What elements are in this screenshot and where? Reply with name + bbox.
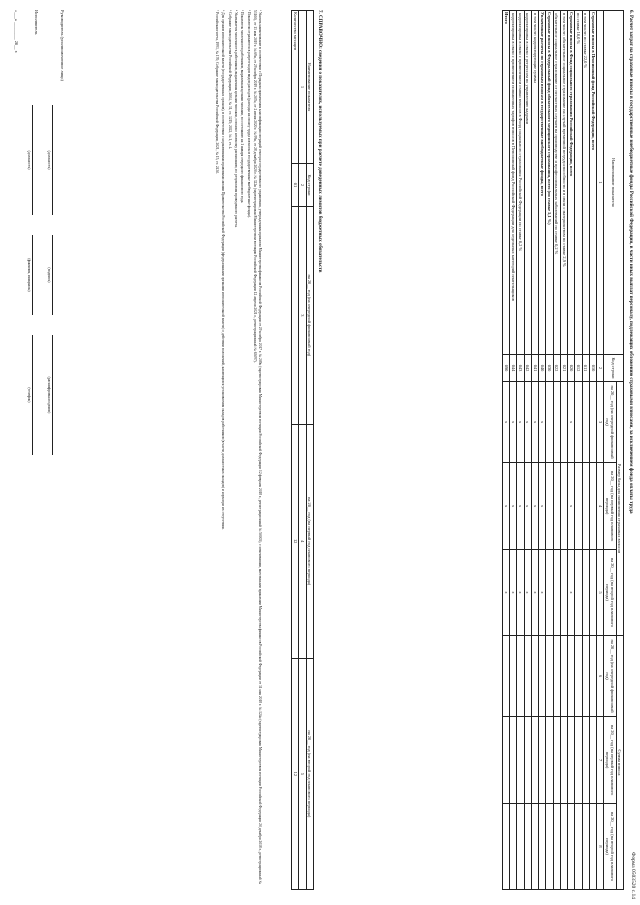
table-row [524, 11, 531, 890]
footnote: ¹ Указать наименование в соответствии с Порядком применения классификации операций сектора государственного управления, утвержденным приказом Министерства финансов Российской Федерации от 29 ноября 2017 г. № 209н (зарегистрирован Министерством юстиции Российской Федерации 12 февраля 2018 г., регистрационный № 50003), с изменениями, внесенными приказами Министерства финансов Российской Федерации от 31 мая 2018 г. № 124н (зарегистрирован Министерством юстиции Российской Федерации 20 декабря 2018 г., регистрационный № 53100), от 13 мая 2019 г. № 69н, от 29 ноября 2019 г. № 207н, от 2 июня 2020 г. № 99н, от 28 декабря 2020 г. № 322н (зарегистрирован Министерством юстиции Российской Федерации 12 апреля 2021 г., регистрационный № 63097). [253, 10, 262, 884]
row-value [589, 463, 596, 550]
row-value: х [568, 463, 575, 550]
row-value [582, 382, 589, 463]
row-value [553, 804, 560, 890]
row-value [539, 804, 546, 890]
head-decoding-line [52, 335, 53, 455]
row-value: х [568, 550, 575, 636]
row-code: 010 [589, 355, 596, 382]
row-code: 012 [575, 355, 582, 382]
form-code: Форма 0503520 с.14 [630, 852, 636, 899]
row-value [582, 804, 589, 890]
row-value: х [517, 463, 524, 550]
row-value [568, 717, 575, 804]
header-col: на 20__ год (на первый год планового периода) [604, 463, 616, 550]
row-value [539, 635, 546, 716]
section6-body [502, 11, 596, 890]
table-row [560, 11, 567, 890]
row-value [582, 635, 589, 716]
row-value [575, 382, 582, 463]
row-name: корректировка в связи с применением ставки взносов в Фонд социального страхования Российской Федерации по ставке 0,2 % [517, 11, 524, 355]
row-name: Итого [502, 11, 509, 355]
row-value: х [531, 463, 538, 550]
column-number: 2 [597, 355, 604, 382]
table-row [539, 11, 546, 890]
row-value [510, 635, 517, 716]
table-row [575, 11, 582, 890]
row-value [568, 635, 575, 716]
row-code: 022 [553, 355, 560, 382]
caption-phone: (телефон) [27, 387, 31, 403]
footnote: ⁴ Указывается численность работников, выраженная целыми числами, согласно штатному расписанию, по результатам проведенного расчета. [234, 10, 239, 228]
head-signature-line [52, 235, 53, 315]
column-number: 5 [299, 658, 306, 889]
row-value [546, 635, 553, 716]
row-name: обязательное социальное страхование от несчастных случаев на производстве и профессиональных заболеваний по ставке 0,2 % [553, 11, 560, 355]
column-number: 4 [299, 424, 306, 658]
table-row [582, 11, 589, 890]
executor-fio-line [32, 235, 33, 315]
row-value [546, 717, 553, 804]
footnote: ³ Показатель численности работников, выраженная целыми числами, по состоянию на 1 января очередного финансового года. [240, 10, 245, 204]
row-value [531, 635, 538, 716]
section6-title: 6. Расчет затрат на страховые взносы в государственные внебюджетные фонды Российской Федерации, в части иных выплат персоналу, подлежащих обложению страховыми взносами, за исключением фонда оплаты труда [628, 10, 633, 514]
header-name: Наименование показателя [306, 11, 313, 164]
caption-signature: (подпись) [47, 267, 51, 283]
row-value [510, 804, 517, 890]
row-value [589, 717, 596, 804]
row-code: 01 [292, 164, 299, 207]
row-value: х [539, 382, 546, 463]
row-value: х [510, 463, 517, 550]
row-code: 030 [546, 355, 553, 382]
header-col: на 20__ год (на первый год планового периода) [306, 424, 313, 658]
table-row [517, 11, 524, 890]
row-value [560, 382, 567, 463]
header-col: на 20__ год (на второй год планового периода) [604, 550, 616, 636]
row-code: 043 [517, 355, 524, 382]
row-value [546, 550, 553, 636]
row-value [582, 463, 589, 550]
footnote: ⁶ Для органов исполнительной власти (государственных органов), в соответствии с нормативными правовыми актами Правительства Российской Федерации (федеральными органами исполнительной власти) о действии положений, касающихся установления окладов работников (в части должностных окладов) и норм при их отсутствии. [221, 10, 226, 530]
header-code: Код строки [604, 355, 624, 382]
header-name: Наименование показателя [604, 11, 624, 355]
row-name: Страховые взносы в Пенсионный фонд Российской Федерации, всего [589, 11, 596, 355]
section7-table [291, 10, 314, 890]
column-number: 4 [597, 463, 604, 550]
table-row [510, 11, 517, 890]
table-row [568, 11, 575, 890]
row-code: 041 [531, 355, 538, 382]
header-col: на 20__ год (на первый год планового периода) [604, 717, 616, 804]
section7-title: 7. СПРАВОЧНО: сведения о показателях, используемых при расчете доведенных лимитов бюджетных обязательств [317, 10, 322, 273]
header-col: на 20__ год (на второй год планового периода) [306, 658, 313, 889]
row-value [531, 804, 538, 890]
row-code: 020 [568, 355, 575, 382]
row-value [546, 382, 553, 463]
row-name: Страховые взносы в Фонд социального страхования Российской Федерации, всего [568, 11, 575, 355]
row-value [575, 550, 582, 636]
row-value [575, 717, 582, 804]
table-row [531, 11, 538, 890]
column-number: 8 [597, 804, 604, 890]
row-name: Уплаченные расчеты по страховым взносам в государственные внебюджетные фонды, всего [539, 11, 546, 355]
row-value: х [531, 550, 538, 636]
row-value [524, 635, 531, 716]
column-number: 7 [597, 717, 604, 804]
row-value [568, 804, 575, 890]
row-value [524, 804, 531, 890]
caption-decoding: (расшифровка подписи) [47, 376, 51, 414]
row-name: Страховые взносы в Федеральный фонд обязательного медицинского страхования, всего (по ставке 5,1 %) [546, 11, 553, 355]
row-value [560, 717, 567, 804]
row-value: х [524, 550, 531, 636]
row-value [524, 717, 531, 804]
row-name: по ставке 10,0 % [575, 11, 582, 355]
header-code: Код строки [306, 164, 313, 207]
row-value [553, 550, 560, 636]
column-number: 2 [299, 164, 306, 207]
row-value: х [517, 550, 524, 636]
footnotes [213, 10, 262, 890]
row-value [575, 635, 582, 716]
row-value [560, 804, 567, 890]
column-number: 1 [597, 11, 604, 355]
row-value [546, 804, 553, 890]
row-value: х [502, 382, 509, 463]
column-number: 1 [299, 11, 306, 164]
row-value [589, 382, 596, 463]
row-value [517, 717, 524, 804]
footnote: ⁷ Российская газета, 1993, № 170; Собрание законодательства Российской Федерации, 2021, № 15, ст. 2430. [215, 10, 220, 174]
row-value [546, 463, 553, 550]
footnote: ² Показатели отражаются в разрезе кодов видов расходов (расходы на оплату труда и взносы в государственные внебюджетные фонды). [246, 10, 251, 218]
row-value [553, 463, 560, 550]
row-value: х [502, 463, 509, 550]
caption-position: (должность) [47, 150, 51, 170]
row-value: х [517, 382, 524, 463]
row-name: в том числе: корректирующие суммы [531, 11, 538, 355]
header-col: на 20__ год (на очередной финансовый год) [306, 207, 313, 425]
row-value [560, 635, 567, 716]
row-value [502, 804, 509, 890]
section6-table [502, 10, 624, 890]
row-value: х [539, 463, 546, 550]
row-value: х [510, 550, 517, 636]
row-value [292, 207, 299, 425]
column-number: 3 [299, 207, 306, 425]
signature-block [5, 10, 65, 890]
row-value: х [539, 550, 546, 636]
row-code: 011 [582, 355, 589, 382]
header-group-sum: Сумма взноса [616, 635, 623, 889]
row-value [589, 635, 596, 716]
caption-position: (должность) [27, 150, 31, 170]
row-value [560, 550, 567, 636]
row-value [582, 550, 589, 636]
row-value [589, 550, 596, 636]
row-value [553, 382, 560, 463]
row-value: 12 [292, 424, 299, 658]
executor-phone-line [32, 335, 33, 455]
table-row [546, 11, 553, 890]
row-value: 12 [292, 658, 299, 889]
row-code: 042 [524, 355, 531, 382]
row-value: х [510, 382, 517, 463]
row-value: х [524, 463, 531, 550]
footnote: ⁵ Собрание законодательства Российской Федерации, 2004, № 31, ст. 3215; 2022, № 1, ст. 4. [227, 10, 232, 150]
column-number: 6 [597, 635, 604, 716]
row-name: в том числе: по ставке 22,0 % [582, 11, 589, 355]
row-code: 044 [510, 355, 517, 382]
header-col: на 20__ год (на второй год планового периода) [604, 804, 616, 890]
row-name: в том числе: обязательное социальное страхование на случай временной нетрудоспособности и в связи с материнством по ставке 2,9 % [560, 11, 567, 355]
header-col: на 20__ год (на очередной финансовый год) [604, 382, 616, 463]
row-value [517, 635, 524, 716]
row-name: Количество месяцев [292, 11, 299, 164]
head-position-line [52, 105, 53, 215]
executor-position-line [32, 105, 33, 215]
head-label: Руководитель (уполномоченное лицо) [60, 10, 65, 81]
row-value [517, 804, 524, 890]
row-code: 040 [539, 355, 546, 382]
caption-fio: (фамилия, инициалы) [27, 258, 31, 292]
row-value [502, 717, 509, 804]
row-value [575, 804, 582, 890]
column-number: 3 [597, 382, 604, 463]
table-row [589, 11, 596, 890]
header-group-base: Размер базы для начисления страховых взносов [616, 382, 623, 636]
row-value [510, 717, 517, 804]
table-row [553, 11, 560, 890]
row-code: 021 [560, 355, 567, 382]
row-value [589, 804, 596, 890]
date-label: «___» ________ 20__ г. [14, 10, 19, 54]
row-value [582, 717, 589, 804]
row-value: х [524, 382, 531, 463]
row-value [575, 463, 582, 550]
row-value: х [502, 550, 509, 636]
table-row [502, 11, 509, 890]
header-col: на 20__ год (на очередной финансовый год) [604, 635, 616, 716]
row-value [531, 717, 538, 804]
column-number: 5 [597, 550, 604, 636]
row-value [553, 717, 560, 804]
row-value [539, 717, 546, 804]
row-value [553, 635, 560, 716]
executor-label: Исполнитель [34, 10, 39, 35]
row-value [502, 635, 509, 716]
row-value: х [568, 382, 575, 463]
row-name: корректировка в связи с применением пониженных тарифов взносов в Пенсионный фонд Российской Федерации для отдельных категорий плательщиков [510, 11, 517, 355]
row-value [560, 463, 567, 550]
row-name: корректировка в связи с регрессом по управлению кадрами [524, 11, 531, 355]
row-code: 090 [502, 355, 509, 382]
row-value: х [531, 382, 538, 463]
